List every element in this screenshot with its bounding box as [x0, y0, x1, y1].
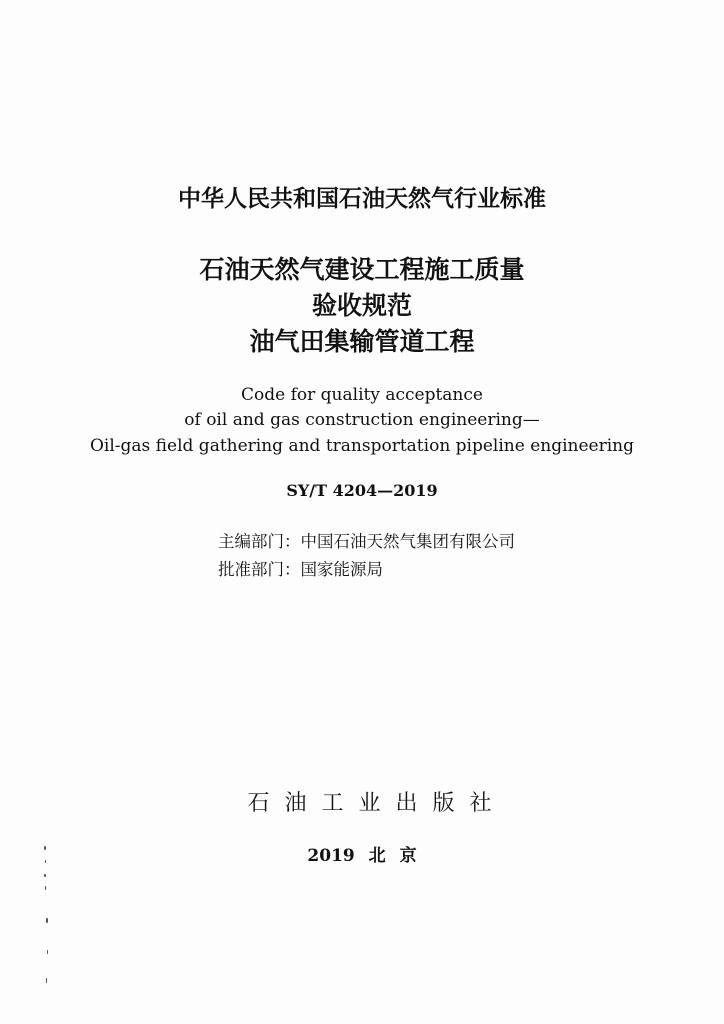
title-line-2: 验收规范 — [311, 291, 412, 320]
english-title-line-1: Code for quality acceptance — [241, 385, 483, 405]
scan-specks — [38, 840, 58, 990]
year-and-place: 2019 北 京 — [307, 846, 417, 866]
title-line-3: 油气田集输管道工程 — [249, 327, 475, 356]
english-title-line-3: Oil-gas field gathering and transportation pipeline engineering — [89, 436, 635, 456]
title-line-1: 石油天然气建设工程施工质量 — [199, 255, 525, 284]
standard-series: 中华人民共和国石油天然气行业标准 — [178, 186, 546, 212]
publisher: 石油工业出版社 — [247, 791, 507, 816]
approving-department: 批准部门：国家能源局 — [218, 560, 383, 579]
english-title-line-2: of oil and gas construction engineering— — [184, 410, 540, 430]
standard-code: SY/T 4204—2019 — [286, 481, 438, 500]
chief-editing-department: 主编部门：中国石油天然气集团有限公司 — [218, 532, 515, 551]
